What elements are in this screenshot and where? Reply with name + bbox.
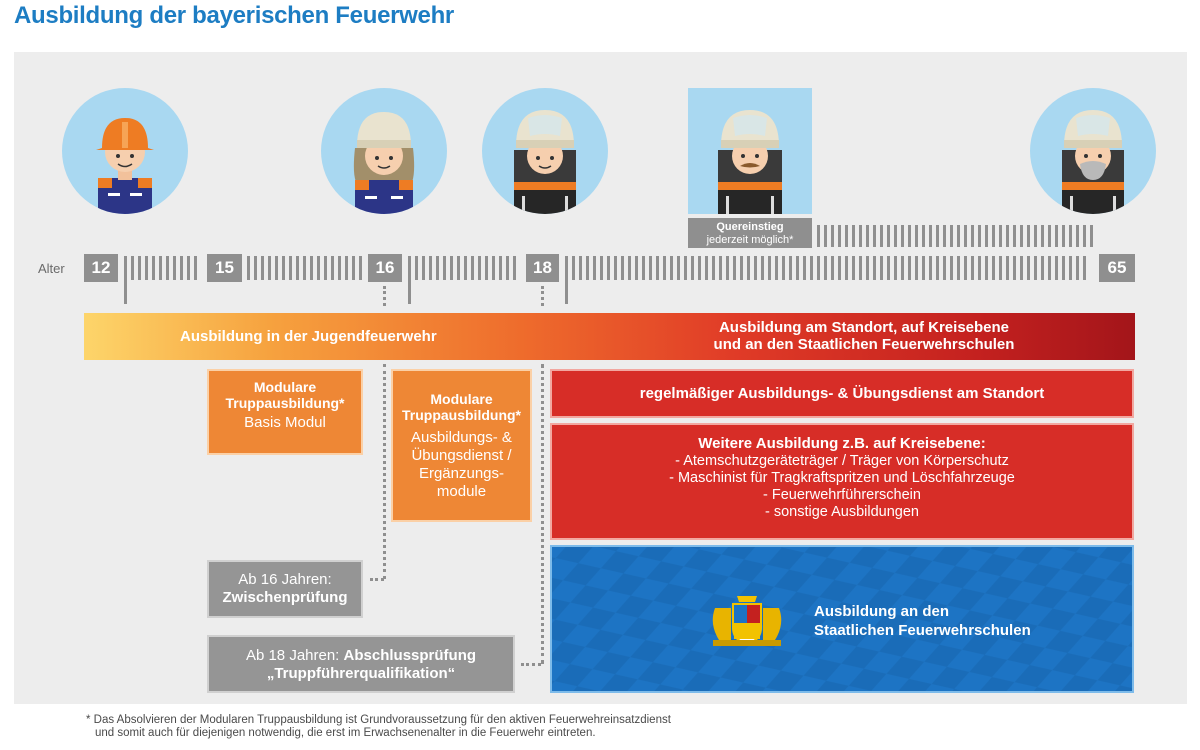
timeline-tick bbox=[803, 256, 806, 280]
timeline-tick bbox=[691, 256, 694, 280]
timeline-tick bbox=[1006, 225, 1009, 247]
timeline-tick bbox=[649, 256, 652, 280]
timeline-tick bbox=[1069, 225, 1072, 247]
timeline-tick bbox=[894, 256, 897, 280]
timeline-tick bbox=[901, 256, 904, 280]
timeline-tick bbox=[670, 256, 673, 280]
timeline-tick bbox=[565, 256, 568, 280]
timeline-tick bbox=[1090, 225, 1093, 247]
timeline-tick bbox=[443, 256, 446, 280]
timeline-tick bbox=[929, 225, 932, 247]
training-banner bbox=[84, 313, 1135, 360]
timeline-tick bbox=[908, 256, 911, 280]
timeline-tick bbox=[247, 256, 250, 280]
banner-standort-line2: und an den Staatlichen Feuerwehrschulen bbox=[713, 336, 1015, 353]
weitere-item-1: - Atemschutzgeräteträger / Träger von Körperschutz bbox=[675, 453, 1009, 469]
timeline-tick bbox=[887, 256, 890, 280]
timeline-tick bbox=[775, 256, 778, 280]
timeline-tick bbox=[999, 225, 1002, 247]
timeline-tick bbox=[1076, 256, 1079, 280]
timeline-tick bbox=[628, 256, 631, 280]
timeline-tick bbox=[513, 256, 516, 280]
weitere-item-4: - sonstige Ausbildungen bbox=[765, 504, 919, 520]
age-marker-16: 16 bbox=[368, 254, 402, 282]
connector-16-top bbox=[383, 286, 386, 306]
timeline-tick bbox=[852, 256, 855, 280]
modul-ergaenzung-title-1: Modulare bbox=[430, 391, 493, 407]
timeline-tick bbox=[352, 256, 355, 280]
timeline-tick bbox=[607, 256, 610, 280]
timeline-tick bbox=[859, 225, 862, 247]
timeline-tick bbox=[471, 256, 474, 280]
timeline-tick bbox=[761, 256, 764, 280]
timeline-tick bbox=[1076, 225, 1079, 247]
timeline-tick bbox=[887, 225, 890, 247]
bavarian-coat-of-arms-icon bbox=[707, 594, 787, 648]
age-ticks-12-15 bbox=[124, 256, 204, 280]
timeline-tick bbox=[1062, 256, 1065, 280]
modul-ergaenzung-sub-4: module bbox=[436, 483, 487, 500]
abschlusspruefung-line1 bbox=[209, 647, 513, 665]
timeline-tick bbox=[810, 256, 813, 280]
timeline-tick bbox=[684, 256, 687, 280]
age-marker-15: 15 bbox=[207, 254, 242, 282]
firefighter-child-icon bbox=[62, 88, 188, 214]
avatar-age-18 bbox=[482, 88, 608, 214]
connector-18-top bbox=[541, 286, 544, 306]
banner-standort bbox=[664, 319, 1064, 353]
timeline-tick bbox=[964, 256, 967, 280]
timeline-tick bbox=[1034, 225, 1037, 247]
timeline-tick bbox=[1062, 225, 1065, 247]
timeline-tick bbox=[124, 256, 127, 280]
timeline-tick bbox=[499, 256, 502, 280]
timeline-tick bbox=[943, 225, 946, 247]
timeline-tick bbox=[943, 256, 946, 280]
timeline-tick bbox=[593, 256, 596, 280]
timeline-tick bbox=[873, 225, 876, 247]
timeline-tick bbox=[733, 256, 736, 280]
timeline-tick bbox=[866, 256, 869, 280]
timeline-tick bbox=[880, 225, 883, 247]
modul-ergaenzung-sub-3: Ergänzungs- bbox=[418, 465, 505, 482]
feuerwehrschulen-box bbox=[550, 545, 1134, 693]
timeline-tick bbox=[740, 256, 743, 280]
weitere-item-2: - Maschinist für Tragkraftspritzen und Löschfahrzeuge bbox=[669, 470, 1015, 486]
weitere-ausbildung-box bbox=[550, 423, 1134, 540]
page-title: Ausbildung der bayerischen Feuerwehr bbox=[14, 2, 454, 29]
timeline-tick bbox=[296, 256, 299, 280]
timeline-tick bbox=[754, 256, 757, 280]
timeline-tick bbox=[268, 256, 271, 280]
timeline-tick bbox=[985, 225, 988, 247]
timeline-tick bbox=[1013, 225, 1016, 247]
timeline-tick bbox=[796, 256, 799, 280]
timeline-tick bbox=[1055, 256, 1058, 280]
regular-training-box bbox=[550, 369, 1134, 418]
timeline-tick bbox=[145, 256, 148, 280]
timeline-tick bbox=[359, 256, 362, 280]
timeline-tick bbox=[831, 225, 834, 247]
timeline-tick bbox=[957, 225, 960, 247]
timeline-tick bbox=[457, 256, 460, 280]
footnote bbox=[86, 714, 671, 740]
timeline-tick bbox=[936, 256, 939, 280]
timeline-tick bbox=[1083, 225, 1086, 247]
timeline-tick bbox=[289, 256, 292, 280]
timeline-tick bbox=[971, 256, 974, 280]
modul-basis-title-2: Truppausbildung* bbox=[225, 395, 345, 411]
timeline-tick bbox=[436, 256, 439, 280]
banner-standort-line1: Ausbildung am Standort, auf Kreisebene bbox=[718, 319, 1010, 336]
timeline-tick bbox=[831, 256, 834, 280]
zwischenpruefung-box bbox=[207, 560, 363, 618]
timeline-tick bbox=[635, 256, 638, 280]
avatar-age-16 bbox=[321, 88, 447, 214]
weitere-item-3: - Feuerwehrführerschein bbox=[763, 487, 921, 503]
timeline-tick bbox=[415, 256, 418, 280]
timeline-tick bbox=[845, 256, 848, 280]
timeline-tick bbox=[978, 225, 981, 247]
modul-basis-sub: Basis Modul bbox=[244, 414, 326, 431]
timeline-tick bbox=[1020, 225, 1023, 247]
timeline-tick bbox=[719, 256, 722, 280]
zwischenpruefung-line1: Ab 16 Jahren: bbox=[238, 571, 332, 588]
timeline-tick bbox=[600, 256, 603, 280]
modul-ergaenzung-title-2: Truppausbildung* bbox=[402, 407, 521, 423]
footnote-line1: * Das Absolvieren der Modularen Truppausbildung ist Grundvoraussetzung für den aktiven Feuerwehreinsatzdienst bbox=[86, 714, 671, 726]
timeline-tick bbox=[187, 256, 190, 280]
abschlusspruefung-box bbox=[207, 635, 515, 693]
timeline-tick bbox=[726, 256, 729, 280]
timeline-tick bbox=[894, 225, 897, 247]
connector-18-main bbox=[541, 364, 544, 664]
timeline-tick bbox=[408, 256, 411, 280]
timeline-tick bbox=[1048, 256, 1051, 280]
timeline-tick bbox=[124, 280, 127, 304]
timeline-tick bbox=[908, 225, 911, 247]
abschlusspruefung-prefix: Ab 18 Jahren: bbox=[245, 647, 344, 664]
timeline-tick bbox=[747, 256, 750, 280]
timeline-tick bbox=[310, 256, 313, 280]
modul-ergaenzung-sub-1: Ausbildungs- & bbox=[411, 429, 512, 446]
timeline-tick bbox=[614, 256, 617, 280]
zwischenpruefung-line2: Zwischenprüfung bbox=[222, 589, 348, 606]
age-ticks-16-18 bbox=[408, 256, 523, 280]
timeline-tick bbox=[565, 280, 568, 304]
timeline-tick bbox=[478, 256, 481, 280]
timeline-tick bbox=[915, 256, 918, 280]
timeline-tick bbox=[138, 256, 141, 280]
timeline-tick bbox=[978, 256, 981, 280]
abschlusspruefung-bold: Abschlussprüfung bbox=[343, 647, 477, 664]
timeline-tick bbox=[1041, 256, 1044, 280]
feuerwehrschulen-text bbox=[814, 602, 1031, 640]
timeline-tick bbox=[971, 225, 974, 247]
timeline-tick bbox=[194, 256, 197, 280]
timeline-tick bbox=[929, 256, 932, 280]
timeline-tick bbox=[817, 256, 820, 280]
timeline-tick bbox=[712, 256, 715, 280]
timeline-tick bbox=[345, 256, 348, 280]
timeline-tick bbox=[275, 256, 278, 280]
connector-18-abschluss bbox=[521, 663, 541, 666]
timeline-tick bbox=[782, 256, 785, 280]
timeline-tick bbox=[166, 256, 169, 280]
timeline-tick bbox=[261, 256, 264, 280]
weitere-ausbildung-title: Weitere Ausbildung z.B. auf Kreisebene: bbox=[698, 435, 986, 452]
timeline-tick bbox=[1055, 225, 1058, 247]
timeline-tick bbox=[992, 256, 995, 280]
timeline-tick bbox=[957, 256, 960, 280]
timeline-tick bbox=[992, 225, 995, 247]
timeline-tick bbox=[1020, 256, 1023, 280]
timeline-tick bbox=[656, 256, 659, 280]
timeline-tick bbox=[173, 256, 176, 280]
timeline-tick bbox=[303, 256, 306, 280]
firefighter-young-adult-icon bbox=[482, 88, 608, 214]
connector-16-main bbox=[383, 364, 386, 579]
timeline-tick bbox=[1027, 256, 1030, 280]
firefighter-teen-icon bbox=[321, 88, 447, 214]
timeline-tick bbox=[880, 256, 883, 280]
timeline-tick bbox=[1006, 256, 1009, 280]
timeline-tick bbox=[131, 256, 134, 280]
timeline-tick bbox=[338, 256, 341, 280]
timeline-tick bbox=[985, 256, 988, 280]
timeline-tick bbox=[506, 256, 509, 280]
timeline-tick bbox=[1069, 256, 1072, 280]
timeline-tick bbox=[317, 256, 320, 280]
timeline-tick bbox=[936, 225, 939, 247]
timeline-tick bbox=[768, 256, 771, 280]
timeline-tick bbox=[999, 256, 1002, 280]
timeline-tick bbox=[642, 256, 645, 280]
timeline-tick bbox=[579, 256, 582, 280]
timeline-tick bbox=[866, 225, 869, 247]
timeline-tick bbox=[282, 256, 285, 280]
timeline-tick bbox=[817, 225, 820, 247]
regular-training-text: regelmäßiger Ausbildungs- & Übungsdienst am Standort bbox=[639, 385, 1045, 402]
timeline-tick bbox=[824, 256, 827, 280]
timeline-tick bbox=[450, 256, 453, 280]
timeline-tick bbox=[915, 225, 918, 247]
timeline-tick bbox=[621, 256, 624, 280]
timeline-tick bbox=[1027, 225, 1030, 247]
timeline-tick bbox=[1083, 256, 1086, 280]
age-ticks-18-65 bbox=[565, 256, 1095, 280]
timeline-tick bbox=[824, 225, 827, 247]
abschlusspruefung-line2: „Truppführerqualifikation“ bbox=[266, 665, 456, 682]
timeline-tick bbox=[152, 256, 155, 280]
timeline-tick bbox=[485, 256, 488, 280]
modul-basis-title-1: Modulare bbox=[253, 379, 317, 395]
banner-jugendfeuerwehr: Ausbildung in der Jugendfeuerwehr bbox=[180, 328, 437, 345]
timeline-tick bbox=[159, 256, 162, 280]
quereinstieg-subtitle: jederzeit möglich* bbox=[706, 234, 794, 246]
timeline-tick bbox=[422, 256, 425, 280]
connector-16-zwischen bbox=[370, 578, 384, 581]
age-marker-12: 12 bbox=[84, 254, 118, 282]
timeline-tick bbox=[922, 225, 925, 247]
avatar-age-65 bbox=[1030, 88, 1156, 214]
modul-basis-box bbox=[207, 369, 363, 455]
quereinstieg-ticks bbox=[817, 225, 1097, 247]
timeline-tick bbox=[677, 256, 680, 280]
age-marker-18: 18 bbox=[526, 254, 559, 282]
age-ticks-15-16 bbox=[247, 256, 367, 280]
timeline-tick bbox=[845, 225, 848, 247]
timeline-tick bbox=[852, 225, 855, 247]
footnote-line2: und somit auch für diejenigen notwendig, die erst im Erwachsenenalter in die Feuerwehr eintreten. bbox=[95, 727, 596, 739]
timeline-tick bbox=[873, 256, 876, 280]
timeline-tick bbox=[950, 225, 953, 247]
timeline-tick bbox=[950, 256, 953, 280]
avatar-quereinstieg bbox=[688, 88, 812, 214]
timeline-tick bbox=[698, 256, 701, 280]
timeline-tick bbox=[180, 256, 183, 280]
age-axis-label: Alter bbox=[38, 261, 65, 276]
timeline-tick bbox=[705, 256, 708, 280]
quereinstieg-title: Quereinstieg bbox=[716, 221, 784, 233]
age-marker-65: 65 bbox=[1099, 254, 1135, 282]
timeline-tick bbox=[331, 256, 334, 280]
timeline-tick bbox=[1034, 256, 1037, 280]
timeline-tick bbox=[1048, 225, 1051, 247]
timeline-tick bbox=[1013, 256, 1016, 280]
timeline-tick bbox=[324, 256, 327, 280]
timeline-tick bbox=[464, 256, 467, 280]
feuerwehrschulen-line1: Ausbildung an den bbox=[814, 603, 949, 620]
timeline-tick bbox=[838, 256, 841, 280]
timeline-tick bbox=[586, 256, 589, 280]
firefighter-adult-mustache-icon bbox=[688, 88, 812, 214]
timeline-tick bbox=[859, 256, 862, 280]
timeline-tick bbox=[922, 256, 925, 280]
timeline-tick bbox=[254, 256, 257, 280]
timeline-tick bbox=[408, 280, 411, 304]
timeline-tick bbox=[838, 225, 841, 247]
timeline-tick bbox=[429, 256, 432, 280]
timeline-tick bbox=[663, 256, 666, 280]
feuerwehrschulen-line2: Staatlichen Feuerwehrschulen bbox=[814, 622, 1031, 639]
timeline-tick bbox=[789, 256, 792, 280]
timeline-tick bbox=[1041, 225, 1044, 247]
modul-ergaenzung-sub-2: Übungsdienst / bbox=[411, 447, 512, 464]
modul-ergaenzung-box bbox=[391, 369, 532, 522]
timeline-tick bbox=[492, 256, 495, 280]
avatar-age-12 bbox=[62, 88, 188, 214]
timeline-tick bbox=[572, 256, 575, 280]
timeline-tick bbox=[901, 225, 904, 247]
quereinstieg-label bbox=[688, 218, 812, 248]
firefighter-senior-icon bbox=[1030, 88, 1156, 214]
timeline-tick bbox=[964, 225, 967, 247]
